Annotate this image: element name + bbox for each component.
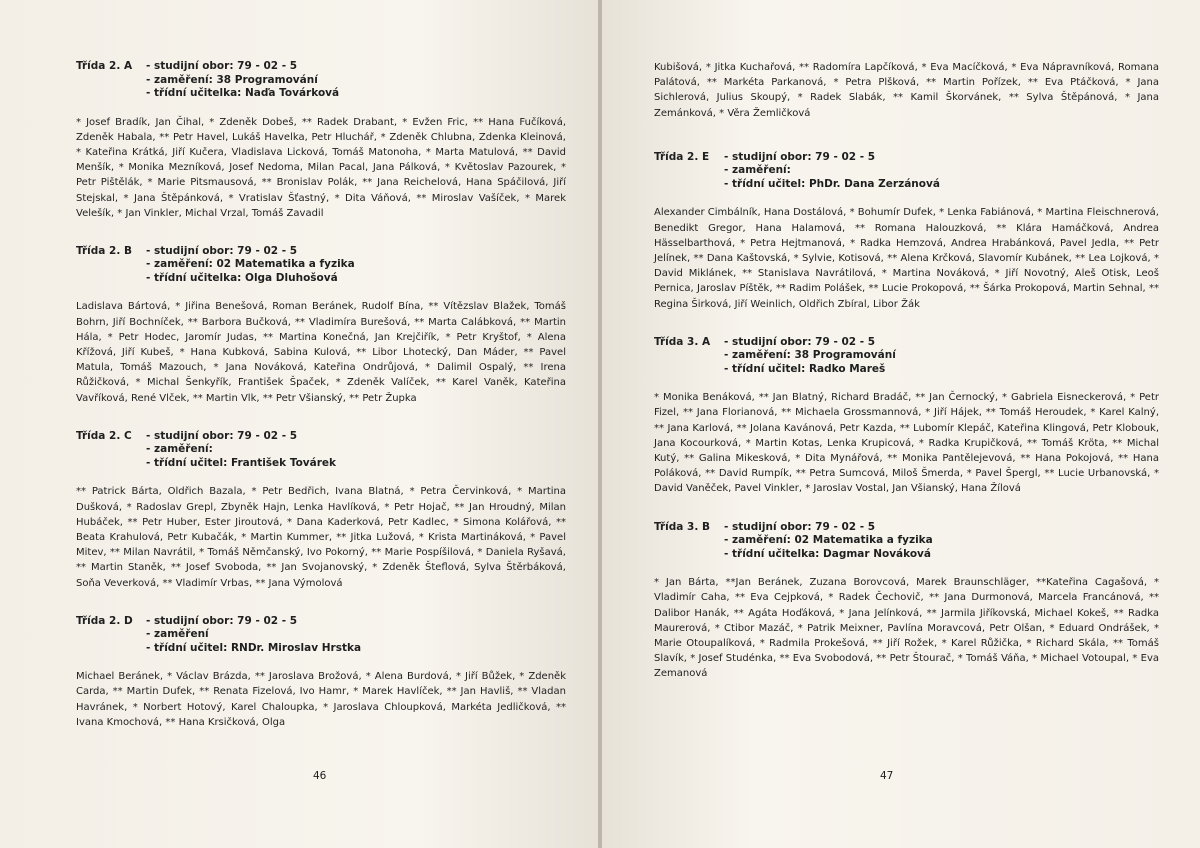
- class-header: [654, 151, 1159, 192]
- left-page-content: [76, 60, 566, 754]
- specialization: - zaměření:: [146, 443, 213, 456]
- study-field: - studijní obor: 79 - 02 - 5: [724, 520, 876, 533]
- class-header: [76, 615, 566, 656]
- class-block-3a: [654, 336, 1159, 497]
- class-header: [654, 521, 1159, 562]
- class-teacher: - třídní učitel: Radko Mareš: [724, 362, 886, 375]
- right-page: [602, 0, 1200, 848]
- class-name: Třída 3. B: [654, 520, 710, 533]
- study-field: - studijní obor: 79 - 02 - 5: [146, 429, 298, 442]
- class-info: [724, 151, 1159, 192]
- class-info: [724, 336, 1159, 377]
- class-name: Třída 2. C: [76, 429, 132, 442]
- class-teacher: - třídní učitelka: Dagmar Nováková: [724, 547, 931, 560]
- student-list: * Monika Benáková, ** Jan Blatný, Richard Bradáč, ** Jan Černocký, * Gabriela Eisneckerová, * Petr Fizel, ** Jana Florianová, ** Michaela Grossmannová, * Jiří Hájek, ** Tomáš Heroudek, * Karel Kalný, ** Jana Karlová, ** Jolana Kavánová, Petr Kazda, ** Lubomír Klepáč, Kateřina Klingová, Petr Klobouk, Jana Kocourková, * Martin Kotas, Lenka Krupicová, * Radka Krupičková, ** Tomáš Kröta, ** Michal Kutý, ** Galina Mikesková, * Dita Mynářová, ** Monika Pantělejevová, ** Hana Pokojová, ** Hana Poláková, ** David Rumpík, ** Petra Sumcová, Miloš Šmerda, * Pavel Špergl, ** Lucie Urbanovská, * David Vaněček, Pavel Vinkler, * Jaroslav Vostal, Jan Všianský, Hana Žílová: [654, 392, 1159, 495]
- student-list: ** Patrick Bárta, Oldřich Bazala, * Petr Bedřich, Ivana Blatná, * Petra Červinková, * Martina Dušková, * Radoslav Grepl, Zbyněk Hajn, Lenka Havlíková, * Petr Hojač, ** Jan Hroudný, Milan Hubáček, ** Petr Huber, Ester Jiroutová, * Dana Kaderková, Petr Kadlec, * Simona Kolářová, ** Beata Krahulová, Petr Kubačák, * Martin Kummer, ** Jitka Lužová, * Krista Martináková, * Pavel Mitev, ** Milan Navrátil, * Tomáš Němčanský, Ivo Pokorný, ** Marie Pospíšilová, * Daniela Ryšavá, ** Martin Staněk, ** Josef Svoboda, ** Jan Svojanovský, * Zdeněk Šteflová, Sylva Štěrbáková, Soňa Veverková, ** Vladimír Vrbas, ** Jana Výmolová: [76, 486, 566, 589]
- class-name: Třída 2. D: [76, 614, 133, 627]
- study-field: - studijní obor: 79 - 02 - 5: [724, 150, 876, 163]
- class-teacher: - třídní učitel: RNDr. Miroslav Hrstka: [146, 641, 362, 654]
- specialization: - zaměření:: [724, 164, 791, 177]
- right-page-content: [654, 60, 1159, 706]
- study-field: - studijní obor: 79 - 02 - 5: [146, 244, 298, 257]
- class-name: Třída 3. A: [654, 335, 711, 348]
- class-block-3b: [654, 521, 1159, 682]
- study-field: - studijní obor: 79 - 02 - 5: [146, 60, 298, 72]
- class-info: [146, 430, 566, 471]
- page-number: 47: [880, 770, 894, 782]
- student-list: Alexander Cimbálník, Hana Dostálová, * Bohumír Dufek, * Lenka Fabiánová, * Martina Fleischnerová, Benedikt Gregor, Hana Halamová, ** Romana Halouzková, ** Klára Hamáčková, Andrea Hässelbarthová, * Petra Hejtmanová, * Radka Hemzová, Andrea Hrabánková, Pavel Jedla, ** Petr Jelínek, ** Dana Kaštovská, * Sylvie, Kotisová, ** Alena Krčková, Slavomír Kubánek, ** Lea Lojková, * David Miklánek, ** Stanislava Navrátilová, * Martina Nováková, * Jiří Novotný, Aleš Otisk, Leoš Pernica, Jaroslav Píštěk, ** Radim Polášek, ** Lucie Prokopová, ** Šárka Prokopová, Martin Sehnal, ** Regina Širková, Jiří Weinlich, Oldřich Zbíral, Libor Žák: [654, 207, 1159, 310]
- continued-student-list: Kubišová, * Jitka Kuchařová, ** Radomíra Lapčíková, * Eva Macíčková, * Eva Nápravníková, Romana Palátová, ** Markéta Parkanová, * Petra Plšková, ** Martin Pořízek, ** Eva Ptáčková, * Jana Sichlerová, Julius Skoupý, * Radek Slabák, ** Kamil Škorvánek, ** Sylva Štěpánová, * Jana Zemánková, * Věra Žemličková: [654, 62, 1159, 119]
- class-header: [76, 60, 566, 101]
- class-block-2a: [76, 60, 566, 221]
- class-block-2b: [76, 245, 566, 406]
- student-list: Michael Beránek, * Václav Brázda, ** Jaroslava Brožová, * Alena Burdová, * Jiří Bůžek, * Zdeněk Carda, ** Martin Dufek, ** Renata Fizelová, Ivo Hamr, * Marek Havlíček, ** Jan Havliš, ** Vladan Havránek, * Norbert Hotový, Karel Chaloupka, * Jaroslava Chloupková, Markéta Jedličková, ** Ivana Kmochová, ** Hana Krsičková, Olga: [76, 671, 566, 728]
- left-page: [0, 0, 598, 848]
- class-teacher: - třídní učitelka: Olga Dluhošová: [146, 271, 338, 284]
- class-header: [76, 245, 566, 286]
- class-info: [146, 245, 566, 286]
- class-teacher: - třídní učitel: František Továrek: [146, 456, 337, 469]
- class-header: [76, 430, 566, 471]
- class-name: Třída 2. A: [76, 60, 133, 72]
- class-info: [146, 60, 566, 101]
- specialization: - zaměření: 38 Programování: [724, 349, 896, 362]
- student-list: * Josef Bradík, Jan Čihal, * Zdeněk Dobeš, ** Radek Drabant, * Evžen Fric, ** Hana Fučíková, Zdeněk Habala, ** Petr Havel, Lukáš Havelka, Petr Hluchář, * Zdeněk Chlubna, Zdenka Kleinová, * Kateřina Krátká, Jiří Kučera, Vladislava Licková, Tomáš Matonoha, * Marta Matulová, ** David Menšík, * Monika Mezníková, Josef Nedoma, Milan Pacal, Jana Pálková, * Květoslav Pazourek, * Petr Pištělák, * Marie Pitsmausová, ** Bronislav Polák, ** Jana Reichelová, Hana Spáčilová, Jiří Stejskal, * Jana Štěpánková, * Vratislav Šťastný, * Dita Váňová, ** Miroslav Vašíček, * Marek Velešík, * Jan Vinkler, Michal Vrzal, Tomáš Zavadil: [76, 116, 566, 219]
- class-info: [724, 521, 1159, 562]
- student-list: Ladislava Bártová, * Jiřina Benešová, Roman Beránek, Rudolf Bína, ** Vítězslav Blažek, Tomáš Bohrn, Jiří Bochníček, ** Barbora Bučková, ** Vladimíra Burešová, ** Marta Calábková, ** Martin Hála, * Petr Hodec, Jaromír Judas, ** Martina Konečná, Jan Krejčiřík, * Petr Kryštof, * Alena Křížová, Jiří Kubeš, * Hana Kubková, Sabina Kulová, ** Libor Lhotecký, Dan Máder, ** Pavel Matula, Tomáš Mazouch, * Jana Nováková, Kateřina Ondrůjová, * Dalimil Ospalý, ** Irena Růžičková, * Michal Šenkyřík, František Špaček, * Zdeněk Valíček, ** Karel Vaněk, Kateřina Vavříková, René Vlček, ** Martin Vlk, ** Petr Všianský, ** Petr Župka: [76, 301, 566, 404]
- specialization: - zaměření: 38 Programování: [146, 73, 318, 86]
- class-header: [654, 336, 1159, 377]
- specialization: - zaměření: 02 Matematika a fyzika: [724, 534, 933, 547]
- class-block-2d: [76, 615, 566, 730]
- class-teacher: - třídní učitelka: Naďa Továrková: [146, 87, 340, 99]
- student-list: * Jan Bárta, **Jan Beránek, Zuzana Borovcová, Marek Braunschläger, **Kateřina Cagašová, * Vladimír Caha, ** Eva Cejpková, * Radek Čechovič, ** Jana Durmonová, Marcela Francánová, ** Dalibor Hanák, ** Agáta Hoďáková, * Jana Jelínková, ** Jarmila Jiříkovská, Michael Kokeš, ** Radka Maurerová, * Ctibor Mazáč, * Patrik Meixner, Pavlína Moravcová, Petr Olšan, * Eduard Ondrášek, * Marie Otoupalíková, * Radmila Prokešová, ** Jiří Rožek, * Karel Růžička, * Richard Skála, ** Tomáš Slavík, * Josef Studénka, ** Eva Svobodová, ** Petr Štourač, * Tomáš Váňa, * Michael Votoupal, * Eva Zemanová: [654, 577, 1159, 680]
- study-field: - studijní obor: 79 - 02 - 5: [724, 335, 876, 348]
- specialization: - zaměření: 02 Matematika a fyzika: [146, 258, 355, 271]
- class-info: [146, 615, 566, 656]
- class-name: Třída 2. B: [76, 244, 132, 257]
- class-teacher: - třídní učitel: PhDr. Dana Zerzánová: [724, 177, 940, 190]
- class-block-2c: [76, 430, 566, 591]
- specialization: - zaměření: [146, 628, 209, 641]
- class-block-2e: [654, 151, 1159, 312]
- class-name: Třída 2. E: [654, 150, 710, 163]
- study-field: - studijní obor: 79 - 02 - 5: [146, 614, 298, 627]
- page-number: 46: [313, 770, 327, 782]
